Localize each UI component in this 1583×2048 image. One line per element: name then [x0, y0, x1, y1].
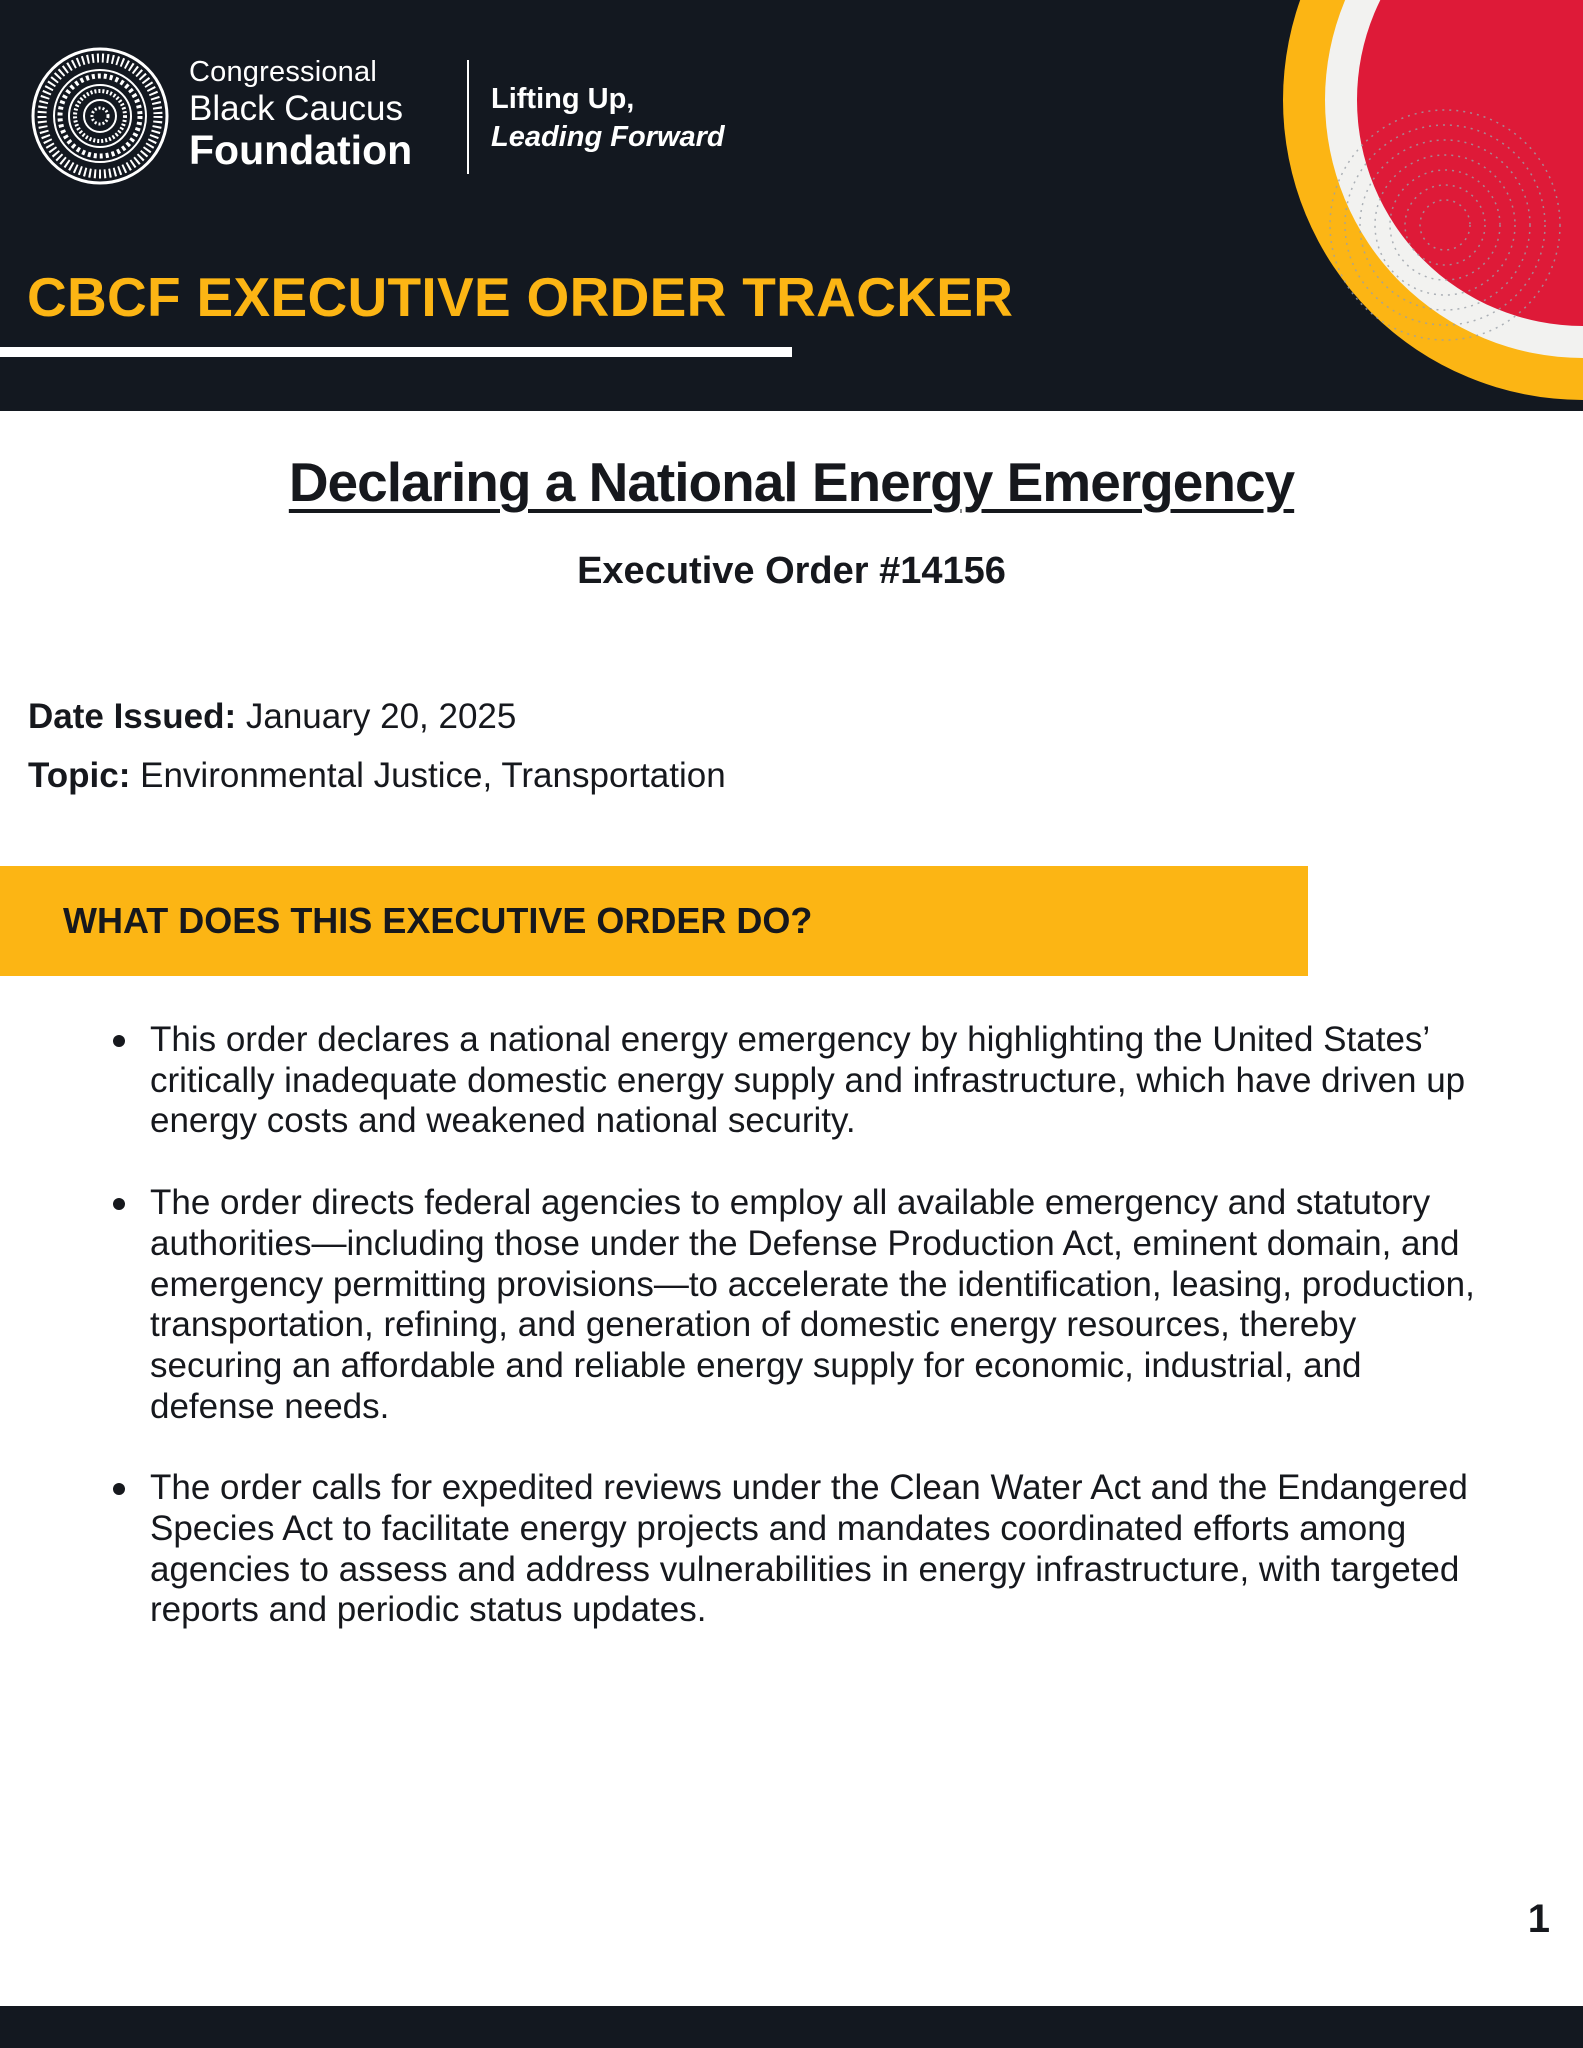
org-name-line3: Foundation: [189, 127, 413, 173]
tagline: [491, 80, 725, 156]
section-heading: WHAT DOES THIS EXECUTIVE ORDER DO?: [63, 900, 813, 941]
bullet-icon: [113, 1483, 125, 1495]
date-issued: [28, 696, 516, 738]
section-heading-band: [0, 866, 1308, 976]
list-item: [105, 1183, 1485, 1427]
logo-divider: [467, 60, 469, 174]
document-title: Declaring a National Energy Emergency: [288, 451, 1295, 513]
org-name: [189, 58, 412, 171]
tracker-title: CBCF EXECUTIVE ORDER TRACKER: [27, 266, 1014, 328]
tagline-line1: Lifting Up,: [491, 83, 635, 115]
page-number: 1: [1527, 1897, 1550, 1941]
footer-bar: [0, 2006, 1583, 2048]
cbcf-seal-icon: [30, 46, 170, 186]
summary-list: [105, 1020, 1485, 1672]
list-item-text: The order calls for expedited reviews under the Clean Water Act and the Endangered Species Act to facilitate energy projects and mandates coordinated efforts among agencies to assess and address vulnerabilities in energy infrastructure, with targeted reports and periodic status updates.: [150, 1468, 1468, 1630]
date-issued-label: Date Issued:: [28, 697, 237, 736]
tagline-line2: Leading Forward: [491, 121, 725, 153]
bullet-icon: [113, 1035, 125, 1047]
list-item: [105, 1020, 1485, 1142]
tracker-title-underline: [0, 347, 792, 357]
topic: [28, 755, 726, 797]
bullet-icon: [113, 1198, 125, 1210]
topic-value: Environmental Justice, Transportation: [140, 756, 726, 795]
topic-label: Topic:: [28, 756, 131, 795]
date-issued-value: January 20, 2025: [245, 697, 517, 736]
org-name-line2: Black Caucus: [189, 89, 403, 128]
list-item-text: The order directs federal agencies to employ all available emergency and statutory authorities—including those under the Defense Production Act, eminent domain, and emergency permitting provisions—to accelerate the identification, leasing, production, transportation, refining, and generation of domestic energy resources, thereby securing an affordable and reliable energy supply for economic, industrial, and defense needs.: [150, 1183, 1475, 1426]
list-item-text: This order declares a national energy emergency by highlighting the United States’ critically inadequate domestic energy supply and infrastructure, which have driven up energy costs and weakened national security.: [150, 1020, 1466, 1141]
list-item: [105, 1468, 1485, 1631]
executive-order-number: Executive Order #14156: [577, 550, 1006, 592]
org-name-line1: Congressional: [189, 56, 377, 88]
header-banner: [0, 0, 1583, 411]
